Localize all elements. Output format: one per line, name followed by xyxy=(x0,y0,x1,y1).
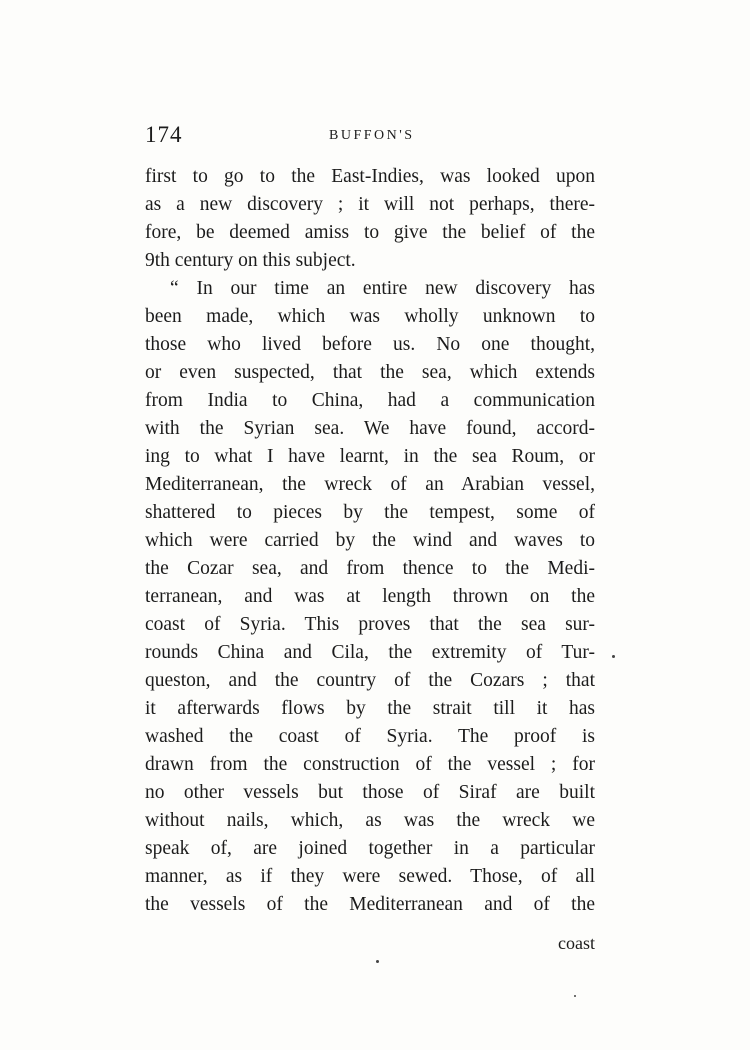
text-line: Mediterranean, the wreck of an Arabian vessel, xyxy=(145,474,595,495)
running-title: BUFFON'S xyxy=(329,128,415,143)
body-text xyxy=(145,163,595,919)
text-line: from India to China, had a communication xyxy=(145,390,595,411)
text-line: “ In our time an entire new discovery has xyxy=(170,278,595,299)
text-line: fore, be deemed amiss to give the belief of the xyxy=(145,222,595,243)
text-line: with the Syrian sea. We have found, accord- xyxy=(145,418,595,439)
paper-speck xyxy=(574,995,576,997)
text-line: manner, as if they were sewed. Those, of all xyxy=(145,866,595,887)
text-line: coast of Syria. This proves that the sea sur- xyxy=(145,614,595,635)
text-line: as a new discovery ; it will not perhaps, there- xyxy=(145,194,595,215)
text-line: without nails, which, as was the wreck we xyxy=(145,810,595,831)
text-line: ing to what I have learnt, in the sea Roum, or xyxy=(145,446,595,467)
text-line: those who lived before us. No one thought, xyxy=(145,334,595,355)
text-line: drawn from the construction of the vessel ; for xyxy=(145,754,595,775)
text-line: the Cozar sea, and from thence to the Medi- xyxy=(145,558,595,579)
text-line: washed the coast of Syria. The proof is xyxy=(145,726,595,747)
running-head xyxy=(145,122,595,152)
text-line: shattered to pieces by the tempest, some of xyxy=(145,502,595,523)
text-line: it afterwards flows by the strait till it has xyxy=(145,698,595,719)
text-line: no other vessels but those of Siraf are built xyxy=(145,782,595,803)
text-line: the vessels of the Mediterranean and of the xyxy=(145,894,595,915)
paper-speck xyxy=(376,960,379,963)
text-line: terranean, and was at length thrown on the xyxy=(145,586,595,607)
text-line: or even suspected, that the sea, which extends xyxy=(145,362,595,383)
text-line: which were carried by the wind and waves to xyxy=(145,530,595,551)
text-line: rounds China and Cila, the extremity of Tur- xyxy=(145,642,595,663)
paper-speck xyxy=(612,655,615,658)
text-line: speak of, are joined together in a particular xyxy=(145,838,595,859)
text-line: first to go to the East-Indies, was looked upon xyxy=(145,166,595,187)
text-line: 9th century on this subject. xyxy=(145,250,356,271)
catchword: coast xyxy=(558,933,595,953)
text-line: been made, which was wholly unknown to xyxy=(145,306,595,327)
text-line: queston, and the country of the Cozars ; that xyxy=(145,670,595,691)
page-number: 174 xyxy=(145,122,183,147)
